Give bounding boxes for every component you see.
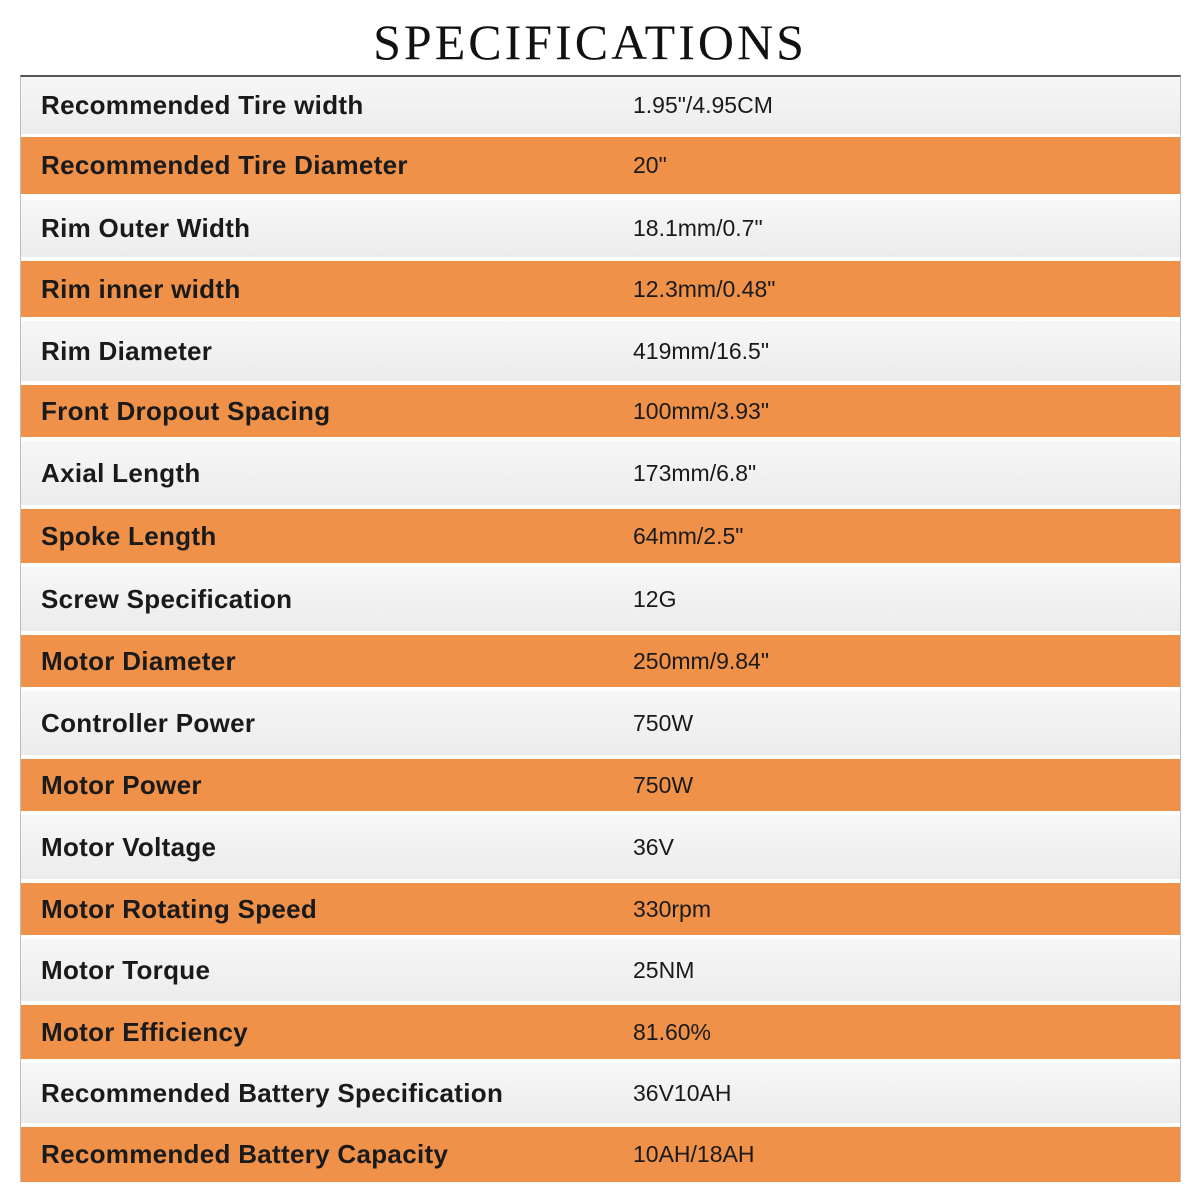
- spec-value: 250mm/9.84": [633, 647, 770, 674]
- spec-label: Rim Diameter: [41, 335, 213, 366]
- spec-value: 173mm/6.8": [633, 459, 757, 486]
- spec-label: Rim Outer Width: [41, 213, 251, 243]
- spec-value: 18.1mm/0.7": [633, 215, 763, 241]
- spec-value: 36V10AH: [633, 1079, 732, 1106]
- table-row: [21, 441, 1180, 505]
- spec-value: 10AH/18AH: [633, 1141, 755, 1167]
- spec-label: Motor Diameter: [41, 645, 236, 676]
- spec-value: 36V: [633, 833, 674, 860]
- table-row: [21, 939, 1180, 1001]
- spec-value: 25NM: [633, 956, 695, 983]
- spec-label: Controller Power: [41, 707, 256, 738]
- spec-value: 20": [633, 152, 667, 178]
- spec-label: Motor Efficiency: [41, 1016, 249, 1047]
- spec-label: Motor Power: [41, 769, 202, 800]
- table-row: [21, 77, 1180, 134]
- spec-label: Recommended Tire Diameter: [41, 150, 408, 180]
- spec-label: Motor Voltage: [41, 831, 217, 862]
- spec-value: 750W: [633, 709, 694, 736]
- table-row: [21, 321, 1180, 381]
- table-row: [21, 759, 1180, 811]
- table-row: [21, 200, 1180, 257]
- page-title: SPECIFICATIONS: [373, 14, 807, 70]
- table-row: [21, 691, 1180, 755]
- spec-label: Recommended Battery Capacity: [41, 1139, 449, 1169]
- spec-value: 12G: [633, 585, 677, 612]
- table-row: [21, 815, 1180, 879]
- table-row: [21, 883, 1180, 935]
- table-row: [21, 635, 1180, 687]
- spec-label: Recommended Tire width: [41, 90, 364, 120]
- table-row: [21, 137, 1180, 194]
- spec-value: 750W: [633, 771, 694, 798]
- table-row: [21, 509, 1180, 563]
- spec-value: 1.95"/4.95CM: [633, 92, 773, 118]
- spec-label: Spoke Length: [41, 520, 217, 551]
- spec-label: Recommended Battery Specification: [41, 1077, 504, 1108]
- spec-value: 64mm/2.5": [633, 522, 744, 549]
- spec-value: 12.3mm/0.48": [633, 275, 776, 302]
- spec-label: Rim inner width: [41, 273, 241, 304]
- spec-label: Front Dropout Spacing: [41, 395, 331, 426]
- spec-label: Motor Torque: [41, 954, 211, 985]
- spec-value: 100mm/3.93": [633, 397, 770, 424]
- table-row: [21, 1005, 1180, 1059]
- spec-label: Axial Length: [41, 457, 201, 488]
- spec-value: 419mm/16.5": [633, 337, 770, 364]
- spec-value: 330rpm: [633, 895, 711, 922]
- table-row: [21, 385, 1180, 437]
- specifications-table: [20, 75, 1181, 1182]
- spec-label: Screw Specification: [41, 583, 293, 614]
- table-row: [21, 261, 1180, 317]
- table-row: [21, 1127, 1180, 1182]
- table-row: [21, 1063, 1180, 1123]
- spec-label: Motor Rotating Speed: [41, 893, 318, 924]
- spec-value: 81.60%: [633, 1018, 712, 1045]
- table-row: [21, 567, 1180, 631]
